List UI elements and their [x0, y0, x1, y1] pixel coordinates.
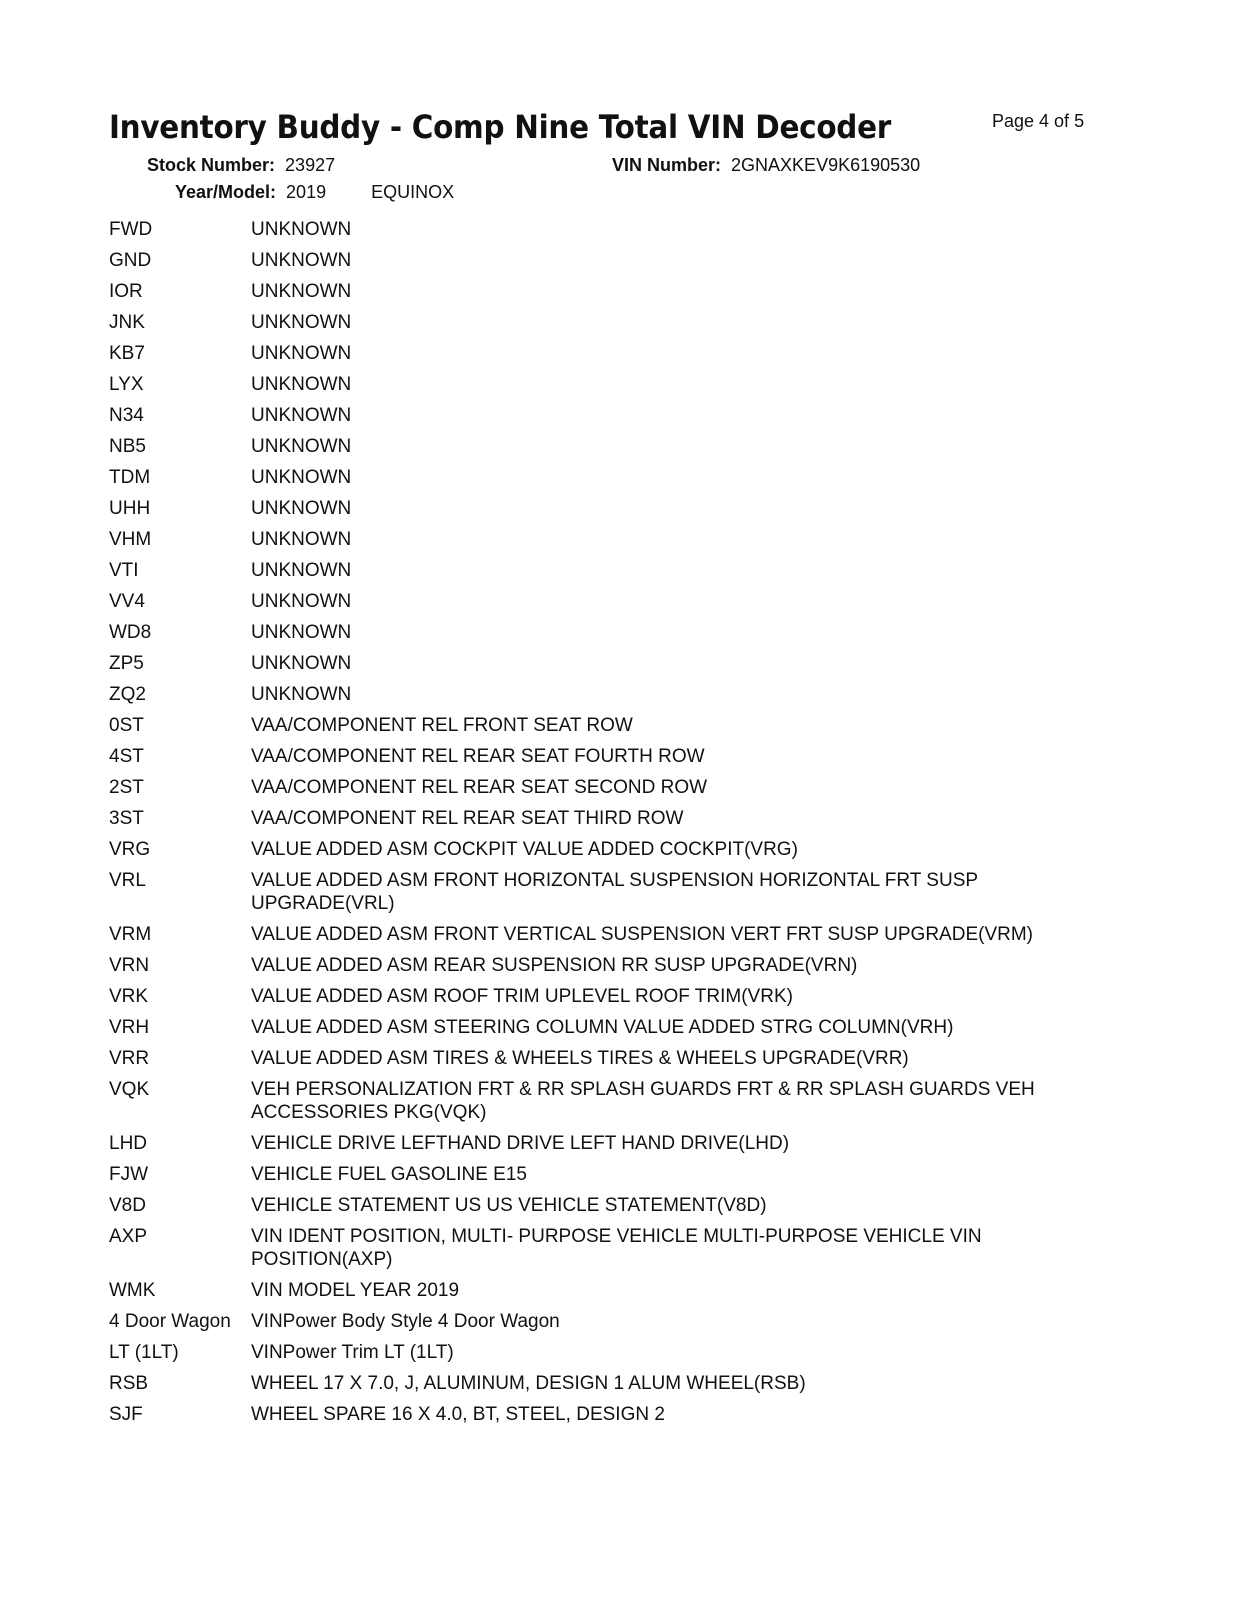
- option-row: [109, 435, 1109, 466]
- option-description: UNKNOWN: [251, 467, 352, 488]
- stock-label: Stock Number:: [147, 155, 276, 175]
- option-row: [109, 311, 1109, 342]
- option-description: UNKNOWN: [251, 405, 352, 426]
- vin-value: 2GNAXKEV9K6190530: [731, 155, 921, 175]
- option-code: 2ST: [109, 777, 144, 798]
- option-code: VHM: [109, 529, 152, 550]
- option-description: UNKNOWN: [251, 281, 352, 302]
- option-code: WMK: [109, 1280, 156, 1301]
- option-description: VEHICLE DRIVE LEFTHAND DRIVE LEFT HAND DRIVE(LHD): [251, 1133, 790, 1154]
- option-row: [109, 745, 1109, 776]
- option-code: JNK: [109, 312, 145, 333]
- option-row: [109, 1047, 1109, 1078]
- option-code: ZP5: [109, 653, 144, 674]
- option-code: RSB: [109, 1373, 149, 1394]
- option-code: IOR: [109, 281, 143, 302]
- option-description: UNKNOWN: [251, 219, 352, 240]
- option-code: VRM: [109, 924, 152, 945]
- option-code: FJW: [109, 1164, 149, 1185]
- option-code: LHD: [109, 1133, 148, 1154]
- option-row: [109, 838, 1109, 869]
- model-value: EQUINOX: [371, 182, 455, 202]
- option-description: VALUE ADDED ASM FRONT VERTICAL SUSPENSION VERT FRT SUSP UPGRADE(VRM): [251, 924, 1033, 945]
- option-description: VALUE ADDED ASM REAR SUSPENSION RR SUSP UPGRADE(VRN): [251, 955, 858, 976]
- option-row: [109, 923, 1109, 954]
- option-code: VRG: [109, 839, 151, 860]
- page-title: Inventory Buddy - Comp Nine Total VIN Decoder: [109, 108, 892, 146]
- option-row: [109, 1132, 1109, 1163]
- option-row: [109, 1310, 1109, 1341]
- year-value: 2019: [286, 182, 327, 202]
- option-row: [109, 1163, 1109, 1194]
- option-row: [109, 652, 1109, 683]
- option-code: VRL: [109, 870, 146, 891]
- option-row: [109, 373, 1109, 404]
- option-description: VALUE ADDED ASM STEERING COLUMN VALUE ADDED STRG COLUMN(VRH): [251, 1017, 954, 1038]
- option-description: VAA/COMPONENT REL REAR SEAT SECOND ROW: [251, 777, 708, 798]
- option-row: [109, 869, 1109, 923]
- option-row: [109, 683, 1109, 714]
- option-code: LT (1LT): [109, 1342, 179, 1363]
- option-description: VINPower Body Style 4 Door Wagon: [251, 1311, 560, 1332]
- option-row: [109, 621, 1109, 652]
- option-row: [109, 1078, 1109, 1132]
- option-description: UNKNOWN: [251, 312, 352, 333]
- option-code: LYX: [109, 374, 144, 395]
- option-row: [109, 1279, 1109, 1310]
- page-number: Page 4 of 5: [992, 111, 1085, 131]
- option-description: UNKNOWN: [251, 684, 352, 705]
- option-description: WHEEL SPARE 16 X 4.0, BT, STEEL, DESIGN 2: [251, 1404, 665, 1425]
- option-list: [109, 218, 1109, 1434]
- option-code: VTI: [109, 560, 139, 581]
- option-description: UNKNOWN: [251, 653, 352, 674]
- option-description: WHEEL 17 X 7.0, J, ALUMINUM, DESIGN 1 ALUM WHEEL(RSB): [251, 1373, 806, 1394]
- option-description: VEH PERSONALIZATION FRT & RR SPLASH GUARDS FRT & RR SPLASH GUARDS VEH ACCESSORIES PKG(VQK): [251, 1079, 1035, 1123]
- option-code: VQK: [109, 1079, 150, 1100]
- option-row: [109, 1194, 1109, 1225]
- option-row: [109, 1225, 1109, 1279]
- option-row: [109, 342, 1109, 373]
- option-code: 3ST: [109, 808, 144, 829]
- option-description: VAA/COMPONENT REL REAR SEAT THIRD ROW: [251, 808, 684, 829]
- option-row: [109, 528, 1109, 559]
- vin-number: [612, 155, 920, 176]
- option-description: VEHICLE STATEMENT US US VEHICLE STATEMENT(V8D): [251, 1195, 767, 1216]
- option-row: [109, 249, 1109, 280]
- option-description: UNKNOWN: [251, 498, 352, 519]
- option-code: NB5: [109, 436, 146, 457]
- option-code: 4 Door Wagon: [109, 1311, 231, 1332]
- option-description: VEHICLE FUEL GASOLINE E15: [251, 1164, 527, 1185]
- option-description: UNKNOWN: [251, 560, 352, 581]
- option-description: UNKNOWN: [251, 436, 352, 457]
- option-row: [109, 985, 1109, 1016]
- option-row: [109, 218, 1109, 249]
- option-description: VALUE ADDED ASM TIRES & WHEELS TIRES & WHEELS UPGRADE(VRR): [251, 1048, 909, 1069]
- option-row: [109, 807, 1109, 838]
- option-code: FWD: [109, 219, 153, 240]
- option-code: AXP: [109, 1226, 148, 1247]
- option-code: GND: [109, 250, 152, 271]
- option-row: [109, 1016, 1109, 1047]
- option-row: [109, 497, 1109, 528]
- option-description: UNKNOWN: [251, 622, 352, 643]
- option-code: TDM: [109, 467, 151, 488]
- option-row: [109, 1372, 1109, 1403]
- option-description: VAA/COMPONENT REL REAR SEAT FOURTH ROW: [251, 746, 705, 767]
- option-code: WD8: [109, 622, 152, 643]
- option-description: VAA/COMPONENT REL FRONT SEAT ROW: [251, 715, 633, 736]
- option-code: 4ST: [109, 746, 144, 767]
- option-code: VV4: [109, 591, 145, 612]
- option-code: VRN: [109, 955, 150, 976]
- option-description: VINPower Trim LT (1LT): [251, 1342, 454, 1363]
- option-code: 0ST: [109, 715, 144, 736]
- stock-value: 23927: [285, 155, 336, 175]
- option-row: [109, 590, 1109, 621]
- option-row: [109, 280, 1109, 311]
- year-label: Year/Model:: [175, 182, 277, 202]
- option-row: [109, 1403, 1109, 1434]
- option-code: VRR: [109, 1048, 150, 1069]
- option-code: VRH: [109, 1017, 150, 1038]
- option-description: UNKNOWN: [251, 343, 352, 364]
- option-description: VALUE ADDED ASM COCKPIT VALUE ADDED COCKPIT(VRG): [251, 839, 798, 860]
- option-description: VALUE ADDED ASM ROOF TRIM UPLEVEL ROOF TRIM(VRK): [251, 986, 793, 1007]
- option-code: VRK: [109, 986, 149, 1007]
- option-row: [109, 714, 1109, 745]
- option-description: UNKNOWN: [251, 250, 352, 271]
- option-code: UHH: [109, 498, 151, 519]
- option-code: N34: [109, 405, 144, 426]
- option-code: SJF: [109, 1404, 143, 1425]
- option-description: UNKNOWN: [251, 529, 352, 550]
- option-description: VIN IDENT POSITION, MULTI- PURPOSE VEHICLE MULTI-PURPOSE VEHICLE VIN POSITION(AXP): [251, 1226, 982, 1270]
- option-row: [109, 954, 1109, 985]
- option-description: VIN MODEL YEAR 2019: [251, 1280, 460, 1301]
- option-code: V8D: [109, 1195, 146, 1216]
- option-description: VALUE ADDED ASM FRONT HORIZONTAL SUSPENSION HORIZONTAL FRT SUSP UPGRADE(VRL): [251, 870, 978, 914]
- option-row: [109, 466, 1109, 497]
- option-row: [109, 776, 1109, 807]
- option-description: UNKNOWN: [251, 374, 352, 395]
- stock-number: [147, 155, 335, 176]
- option-row: [109, 559, 1109, 590]
- vin-label: VIN Number:: [612, 155, 722, 175]
- year-model: [175, 182, 454, 203]
- option-code: KB7: [109, 343, 145, 364]
- option-description: UNKNOWN: [251, 591, 352, 612]
- option-code: ZQ2: [109, 684, 146, 705]
- option-row: [109, 1341, 1109, 1372]
- option-row: [109, 404, 1109, 435]
